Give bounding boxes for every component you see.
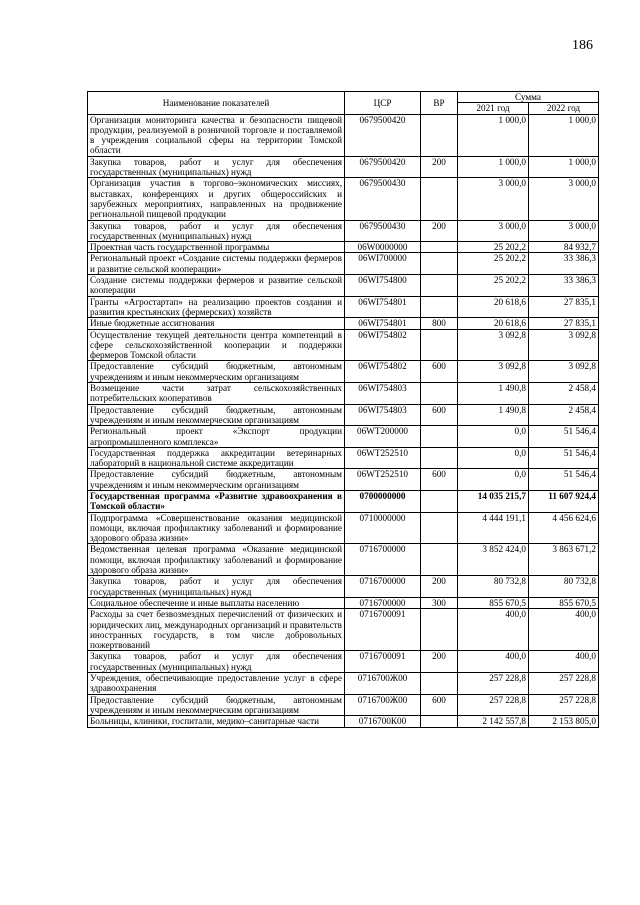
row-sum-2021: 0,0 — [458, 469, 529, 491]
row-vr: 200 — [421, 576, 458, 598]
row-sum-2022: 3 000,0 — [529, 220, 599, 242]
row-sum-2021: 855 670,5 — [458, 597, 529, 608]
row-name: Иные бюджетные ассигнования — [88, 318, 345, 329]
row-csr: 0679500430 — [345, 178, 421, 220]
row-vr — [421, 544, 458, 576]
row-csr: 06WI754802 — [345, 361, 421, 383]
row-vr — [421, 242, 458, 253]
row-vr — [421, 253, 458, 275]
header-2021: 2021 год — [458, 103, 529, 114]
row-sum-2022: 11 607 924,4 — [529, 490, 599, 512]
row-vr: 300 — [421, 597, 458, 608]
row-name: Осуществление текущей деятельности центра компетенций в сфере сельскохозяйственной кооперации и поддержки фермеров Томской области — [88, 329, 345, 361]
row-name: Предоставление субсидий бюджетным, автономным учреждениям и иным некоммерческим организациям — [88, 469, 345, 491]
row-vr — [421, 114, 458, 156]
row-sum-2021: 25 202,2 — [458, 253, 529, 275]
row-name: Больницы, клиники, госпитали, медико–санитарные части — [88, 716, 345, 727]
row-sum-2021: 257 228,8 — [458, 694, 529, 716]
row-name: Гранты «Агростартап» на реализацию проектов создания и развития крестьянских (фермерских) хозяйств — [88, 296, 345, 318]
row-csr: 06WT252510 — [345, 469, 421, 491]
row-csr: 0716700К00 — [345, 716, 421, 727]
row-sum-2022: 1 000,0 — [529, 156, 599, 178]
table-row — [88, 220, 599, 242]
header-sum: Сумма — [458, 92, 599, 103]
row-sum-2021: 3 092,8 — [458, 329, 529, 361]
table-row — [88, 469, 599, 491]
row-vr — [421, 447, 458, 469]
row-sum-2021: 0,0 — [458, 426, 529, 448]
row-vr — [421, 383, 458, 405]
row-name: Ведомственная целевая программа «Оказание медицинской помощи, включая профилактику заболеваний и формирование здорового образа жизни» — [88, 544, 345, 576]
table-row — [88, 512, 599, 544]
row-csr: 06WI754803 — [345, 404, 421, 426]
row-vr — [421, 609, 458, 651]
table-row — [88, 318, 599, 329]
row-vr — [421, 673, 458, 695]
row-vr: 200 — [421, 156, 458, 178]
row-csr: 06WI754802 — [345, 329, 421, 361]
row-csr: 06WT200000 — [345, 426, 421, 448]
row-name: Учреждения, обеспечивающие предоставление услуг в сфере здравоохранения — [88, 673, 345, 695]
row-csr: 0700000000 — [345, 490, 421, 512]
row-name: Возмещение части затрат сельскохозяйственных потребительских кооперативов — [88, 383, 345, 405]
row-sum-2021: 3 000,0 — [458, 178, 529, 220]
row-sum-2022: 84 932,7 — [529, 242, 599, 253]
row-name: Региональный проект «Создание системы поддержки фермеров и развитие сельской кооперации» — [88, 253, 345, 275]
row-sum-2021: 1 000,0 — [458, 114, 529, 156]
row-sum-2022: 3 000,0 — [529, 178, 599, 220]
row-vr: 600 — [421, 361, 458, 383]
row-name: Организация мониторинга качества и безопасности пищевой продукции, реализуемой в розничной торговле и поставляемой в учреждения социальной сферы на территории Томской области — [88, 114, 345, 156]
table-header-row — [88, 92, 599, 103]
row-csr: 0716700Ж00 — [345, 694, 421, 716]
row-sum-2022: 2 153 805,0 — [529, 716, 599, 727]
row-sum-2021: 3 092,8 — [458, 361, 529, 383]
row-csr: 0716700Ж00 — [345, 673, 421, 695]
row-vr — [421, 716, 458, 727]
row-sum-2022: 33 386,3 — [529, 253, 599, 275]
row-csr: 0716700000 — [345, 576, 421, 598]
table-row — [88, 426, 599, 448]
row-name: Создание системы поддержки фермеров и развитие сельской кооперации — [88, 275, 345, 297]
row-name: Подпрограмма «Совершенствование оказания медицинской помощи, включая профилактику заболеваний и формирование здорового образа жизни» — [88, 512, 345, 544]
row-sum-2022: 80 732,8 — [529, 576, 599, 598]
table-row — [88, 296, 599, 318]
row-csr: 06WI700000 — [345, 253, 421, 275]
table-row — [88, 597, 599, 608]
row-sum-2021: 1 000,0 — [458, 156, 529, 178]
table-row — [88, 694, 599, 716]
row-vr: 600 — [421, 469, 458, 491]
row-csr: 0679500420 — [345, 114, 421, 156]
table-row — [88, 361, 599, 383]
row-name: Государственная программа «Развитие здравоохранения в Томской области» — [88, 490, 345, 512]
row-sum-2022: 51 546,4 — [529, 447, 599, 469]
row-sum-2022: 27 835,1 — [529, 318, 599, 329]
row-sum-2022: 2 458,4 — [529, 383, 599, 405]
row-sum-2021: 0,0 — [458, 447, 529, 469]
header-2022: 2022 год — [529, 103, 599, 114]
table-row — [88, 404, 599, 426]
table-row — [88, 673, 599, 695]
row-sum-2022: 4 456 624,6 — [529, 512, 599, 544]
row-sum-2022: 3 092,8 — [529, 361, 599, 383]
header-vr: ВР — [421, 92, 458, 115]
table-row — [88, 651, 599, 673]
row-vr — [421, 296, 458, 318]
table-row — [88, 716, 599, 727]
row-vr — [421, 512, 458, 544]
row-sum-2021: 20 618,6 — [458, 318, 529, 329]
table-row — [88, 609, 599, 651]
row-vr: 200 — [421, 651, 458, 673]
row-vr — [421, 426, 458, 448]
row-csr: 06W0000000 — [345, 242, 421, 253]
budget-table — [87, 91, 599, 728]
row-sum-2022: 257 228,8 — [529, 694, 599, 716]
row-vr — [421, 490, 458, 512]
row-csr: 0679500430 — [345, 220, 421, 242]
table-row — [88, 383, 599, 405]
header-name: Наименование показателей — [88, 92, 345, 115]
row-sum-2022: 1 000,0 — [529, 114, 599, 156]
row-csr: 06WI754801 — [345, 318, 421, 329]
row-sum-2022: 855 670,5 — [529, 597, 599, 608]
row-sum-2021: 4 444 191,1 — [458, 512, 529, 544]
row-sum-2021: 1 490,8 — [458, 404, 529, 426]
row-sum-2021: 2 142 557,8 — [458, 716, 529, 727]
row-sum-2021: 400,0 — [458, 651, 529, 673]
row-sum-2022: 3 863 671,2 — [529, 544, 599, 576]
row-vr — [421, 329, 458, 361]
row-name: Проектная часть государственной программы — [88, 242, 345, 253]
row-sum-2021: 1 490,8 — [458, 383, 529, 405]
row-sum-2021: 257 228,8 — [458, 673, 529, 695]
row-csr: 0716700000 — [345, 597, 421, 608]
header-csr: ЦСР — [345, 92, 421, 115]
row-name: Предоставление субсидий бюджетным, автономным учреждениям и иным некоммерческим организациям — [88, 694, 345, 716]
row-csr: 0716700091 — [345, 651, 421, 673]
row-sum-2022: 400,0 — [529, 609, 599, 651]
row-csr: 0679500420 — [345, 156, 421, 178]
row-sum-2022: 33 386,3 — [529, 275, 599, 297]
table-row — [88, 576, 599, 598]
row-csr: 0710000000 — [345, 512, 421, 544]
row-vr — [421, 275, 458, 297]
row-name: Закупка товаров, работ и услуг для обеспечения государственных (муниципальных) нужд — [88, 156, 345, 178]
table-body — [88, 114, 599, 727]
table-row — [88, 114, 599, 156]
table-row — [88, 275, 599, 297]
table-row — [88, 178, 599, 220]
row-sum-2021: 20 618,6 — [458, 296, 529, 318]
row-vr: 800 — [421, 318, 458, 329]
page-number: 186 — [572, 38, 593, 53]
table-row — [88, 490, 599, 512]
row-sum-2021: 14 035 215,7 — [458, 490, 529, 512]
row-sum-2022: 2 458,4 — [529, 404, 599, 426]
row-csr: 0716700091 — [345, 609, 421, 651]
row-sum-2022: 257 228,8 — [529, 673, 599, 695]
table-row — [88, 156, 599, 178]
row-name: Региональный проект «Экспорт продукции агропромышленного комплекса» — [88, 426, 345, 448]
table-row — [88, 544, 599, 576]
row-csr: 0716700000 — [345, 544, 421, 576]
row-sum-2021: 25 202,2 — [458, 275, 529, 297]
row-name: Закупка товаров, работ и услуг для обеспечения государственных (муниципальных) нужд — [88, 576, 345, 598]
row-sum-2021: 80 732,8 — [458, 576, 529, 598]
row-csr: 06WI754803 — [345, 383, 421, 405]
row-name: Государственная поддержка аккредитации ветеринарных лабораторий в национальной системе аккредитации — [88, 447, 345, 469]
row-sum-2021: 400,0 — [458, 609, 529, 651]
row-name: Предоставление субсидий бюджетным, автономным учреждениям и иным некоммерческим организациям — [88, 361, 345, 383]
row-sum-2021: 25 202,2 — [458, 242, 529, 253]
row-name: Предоставление субсидий бюджетным, автономным учреждениям и иным некоммерческим организациям — [88, 404, 345, 426]
row-csr: 06WI754801 — [345, 296, 421, 318]
row-vr: 200 — [421, 220, 458, 242]
row-sum-2021: 3 000,0 — [458, 220, 529, 242]
row-sum-2022: 51 546,4 — [529, 469, 599, 491]
row-sum-2022: 51 546,4 — [529, 426, 599, 448]
table-row — [88, 253, 599, 275]
row-vr: 600 — [421, 404, 458, 426]
row-name: Расходы за счет безвозмездных перечислений от физических и юридических лиц, международных организаций и правительств иностранных государств, в том числе добровольных пожертвований — [88, 609, 345, 651]
row-name: Организация участия в торгово–экономических миссиях, выставках, конференциях и других общероссийских и зарубежных мероприятиях, направленных на продвижение региональной пищевой продукции — [88, 178, 345, 220]
row-sum-2022: 400,0 — [529, 651, 599, 673]
row-sum-2022: 3 092,8 — [529, 329, 599, 361]
row-sum-2022: 27 835,1 — [529, 296, 599, 318]
table-row — [88, 242, 599, 253]
row-vr: 600 — [421, 694, 458, 716]
row-name: Социальное обеспечение и иные выплаты населению — [88, 597, 345, 608]
row-name: Закупка товаров, работ и услуг для обеспечения государственных (муниципальных) нужд — [88, 651, 345, 673]
table-row — [88, 447, 599, 469]
row-vr — [421, 178, 458, 220]
row-csr: 06WI754800 — [345, 275, 421, 297]
row-csr: 06WT252510 — [345, 447, 421, 469]
row-name: Закупка товаров, работ и услуг для обеспечения государственных (муниципальных) нужд — [88, 220, 345, 242]
row-sum-2021: 3 852 424,0 — [458, 544, 529, 576]
table-row — [88, 329, 599, 361]
